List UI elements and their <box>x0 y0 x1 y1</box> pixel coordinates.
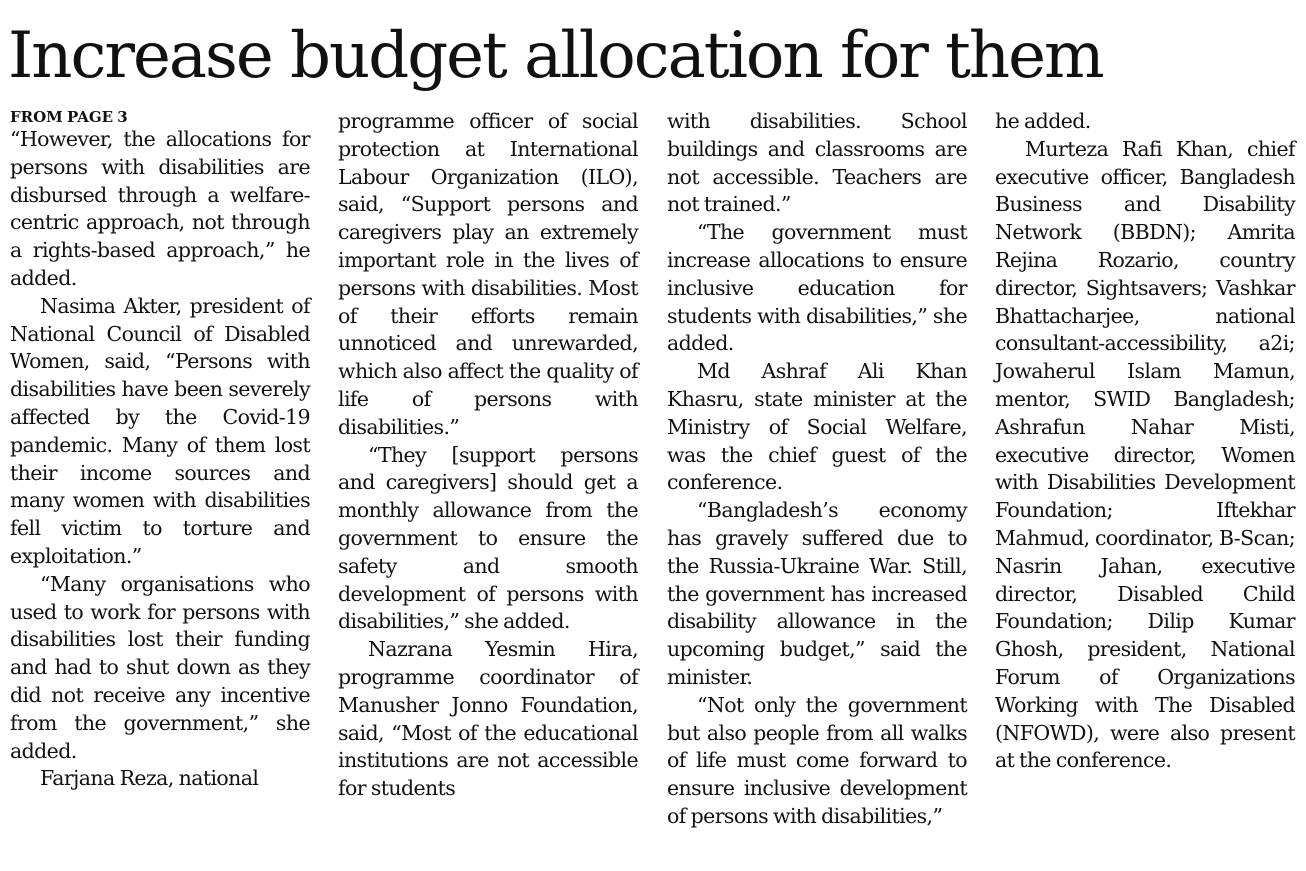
headline: Increase budget allocation for them <box>8 19 1103 93</box>
paragraph: Nazrana Yesmin Hira, programme coordinator of Manusher Jonno Foundation, said, “Most of the educational institutions are not accessible for students <box>338 637 638 801</box>
paragraph: “The government must increase allocations to ensure inclusive education for students with disabilities,” she added. <box>667 220 967 356</box>
paragraph: Murteza Rafi Khan, chief executive officer, Bangladesh Business and Disability Network (BBDN); Amrita Rejina Rozario, country director, Sightsavers; Vashkar Bhattacharjee, national consultant-accessibility, a2i; Jowaherul Islam Mamun, mentor, SWID Bangladesh; Ashrafun Nahar Misti, executive director, Women with Disabilities Development Foundation; Iftekhar Mahmud, coordinator, B-Scan; Nasrin Jahan, executive director, Disabled Child Foundation; Dilip Kumar Ghosh, president, National Forum of Organizations Working with The Disabled (NFOWD), were also present at the conference. <box>995 136 1295 773</box>
article-column-1 <box>10 108 310 793</box>
article-column-3 <box>667 108 967 831</box>
paragraph: “Bangladesh’s economy has gravely suffered due to the Russia-Ukraine War. Still, the government has increased disability allowance in the upcoming budget,” said the minister. <box>667 498 967 689</box>
paragraph: “Not only the government but also people from all walks of life must come forward to ensure inclusive development of persons with disabilities,” <box>667 692 967 828</box>
continuation-kicker: FROM PAGE 3 <box>10 108 128 126</box>
paragraph: with disabilities. School buildings and classrooms are not accessible. Teachers are not trained.” <box>667 109 967 217</box>
paragraph: he added. <box>995 109 1091 133</box>
paragraph: programme officer of social protection at International Labour Organization (ILO), said, “Support persons and caregivers play an extremely important role in the lives of persons with disabilities. Most of their efforts remain unnoticed and unrewarded, which also affect the quality of life of persons with disabilities.” <box>338 109 638 439</box>
paragraph: Md Ashraf Ali Khan Khasru, state minister at the Ministry of Social Welfare, was the chief guest of the conference. <box>667 359 967 495</box>
paragraph: “However, the allocations for persons with disabilities are disbursed through a welfare-centric approach, not through a rights-based approach,” he added. <box>10 127 310 290</box>
paragraph: Nasima Akter, president of National Council of Disabled Women, said, “Persons with disabilities have been severely affected by the Covid-19 pandemic. Many of them lost their income sources and many women with disabilities fell victim to torture and exploitation.” <box>10 293 310 568</box>
paragraph: Farjana Reza, national <box>40 766 259 791</box>
paragraph: “They [support persons and caregivers] should get a monthly allowance from the government to ensure the safety and smooth development of persons with disabilities,” she added. <box>338 442 638 634</box>
paragraph: “Many organisations who used to work for persons with disabilities lost their funding and had to shut down as they did not receive any incentive from the government,” she added. <box>10 571 310 763</box>
article-column-4 <box>995 108 1295 775</box>
article-column-2 <box>338 108 638 803</box>
